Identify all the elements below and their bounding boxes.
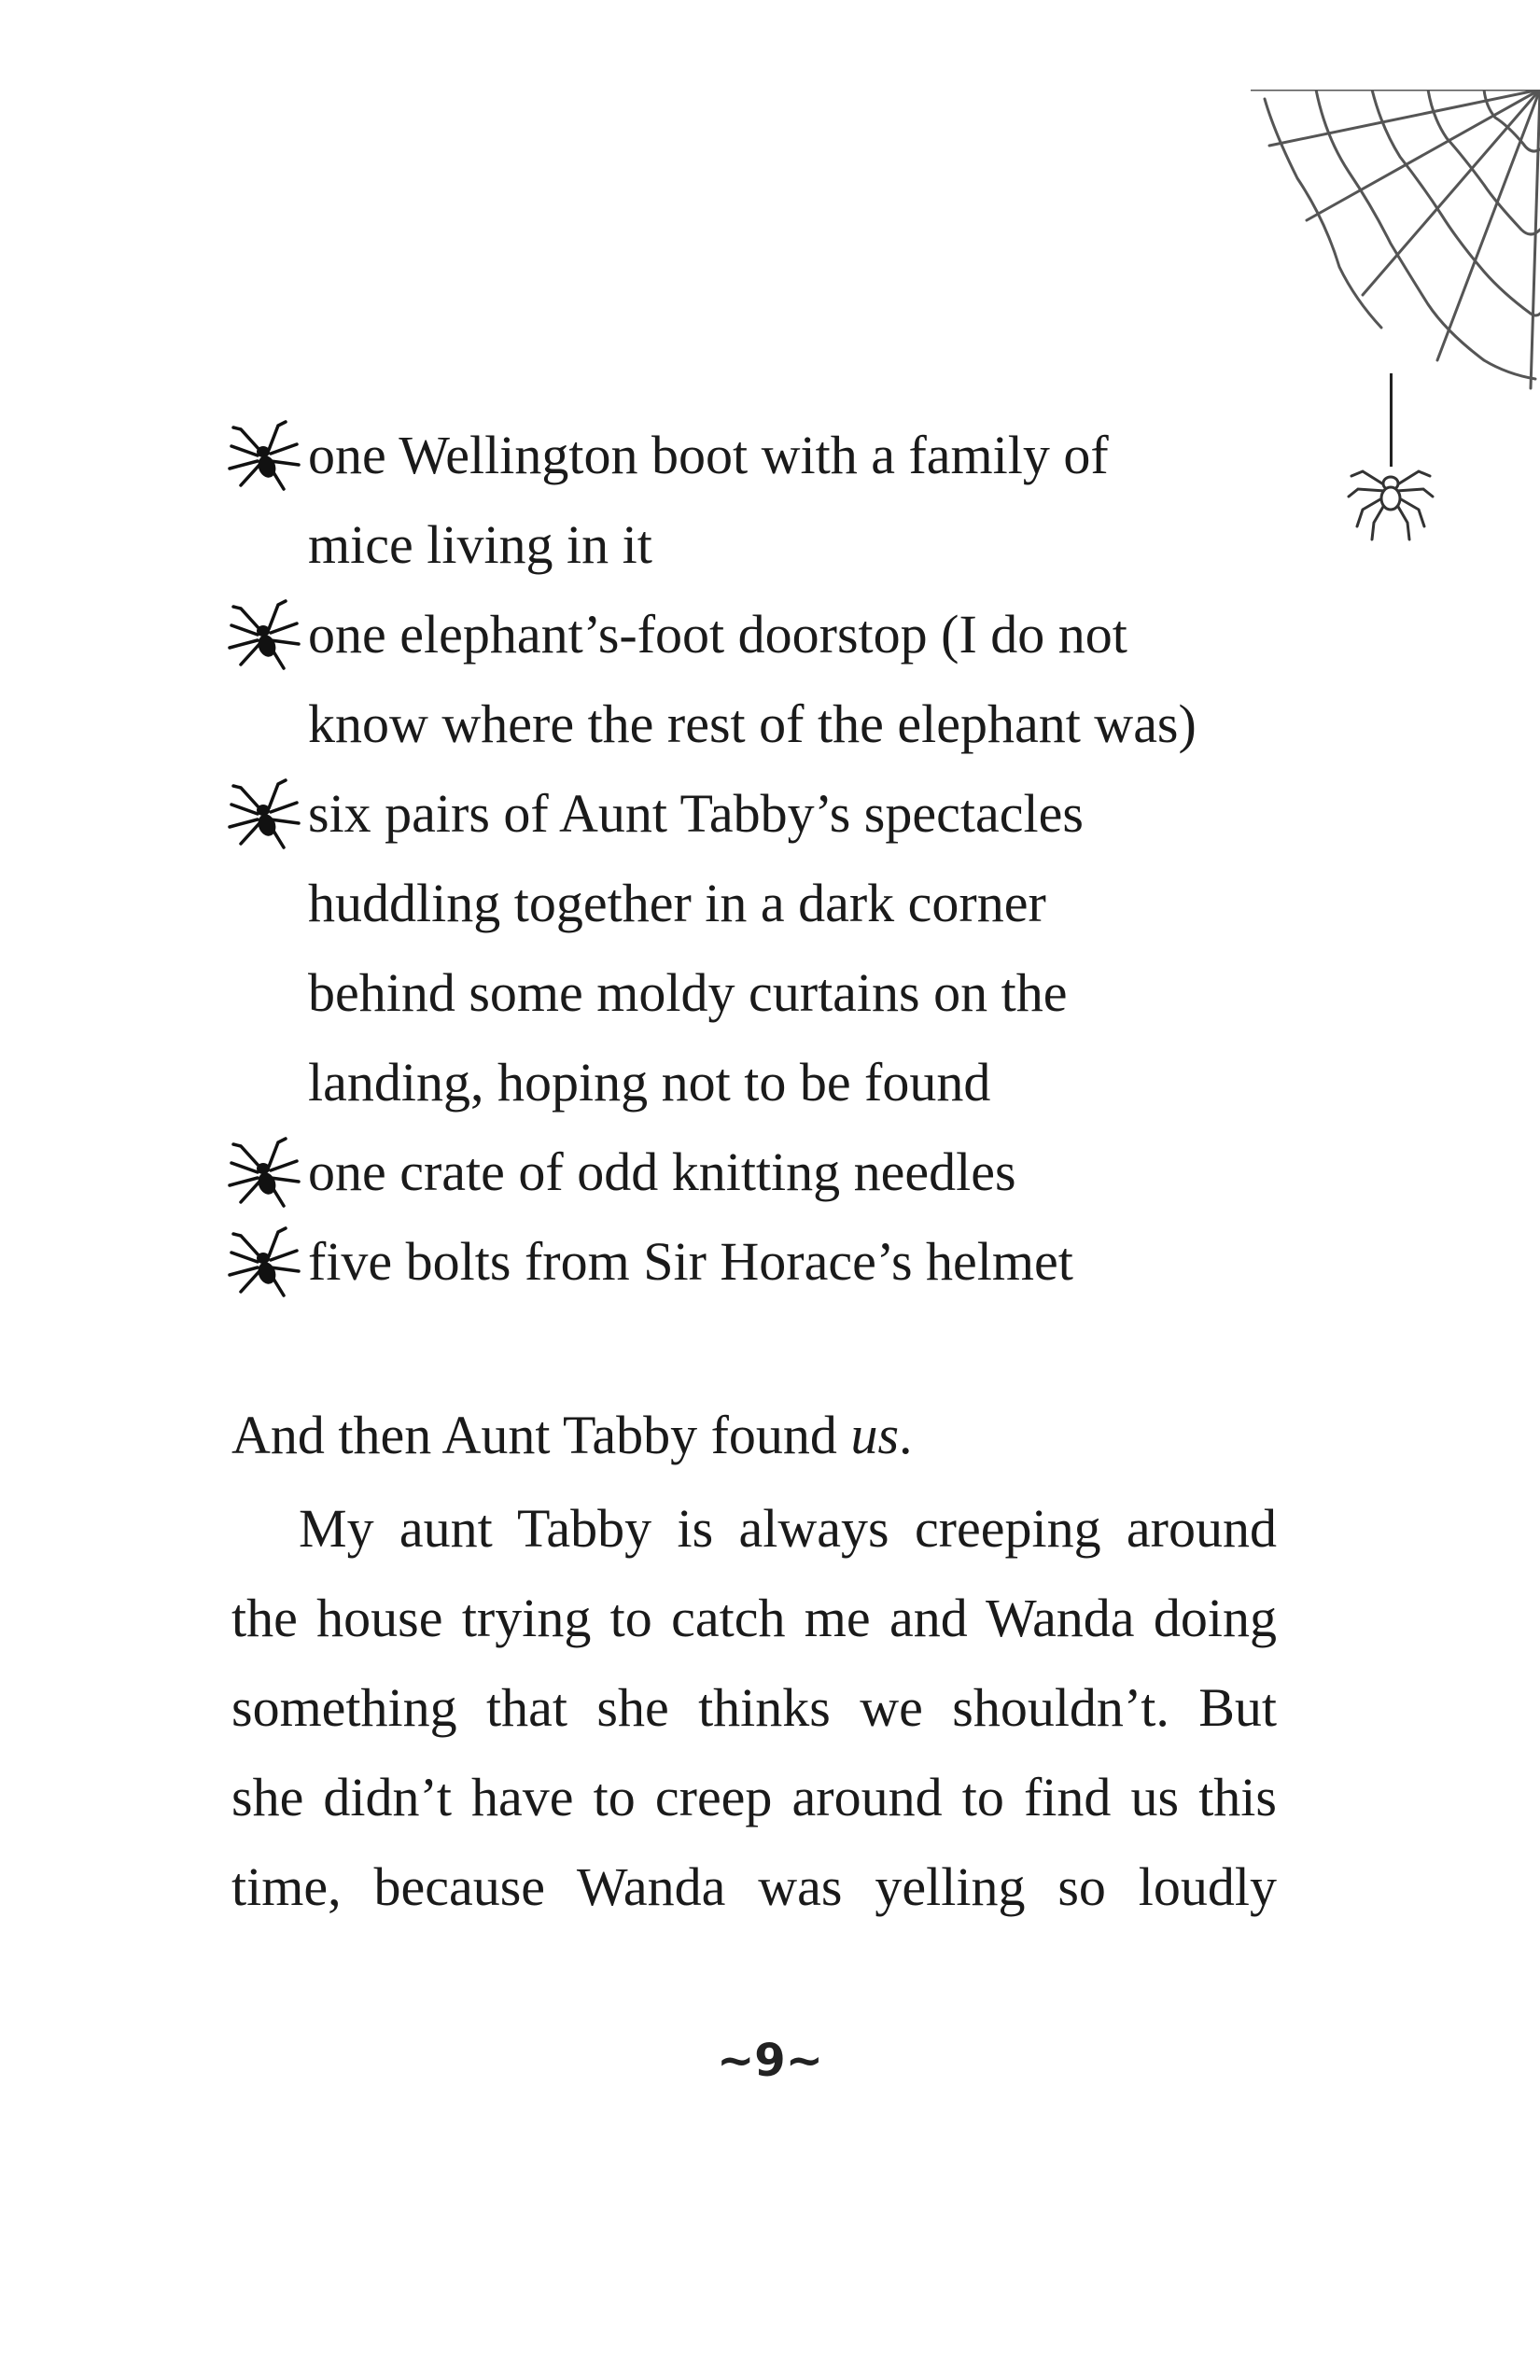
list-item-line: one crate of odd knitting needles xyxy=(308,1141,1016,1202)
paragraph xyxy=(231,1391,1277,1480)
paragraph-line: something that she thinks we shouldn’t. But xyxy=(231,1677,1277,1738)
list-item-line: one Wellington boot with a family of xyxy=(308,425,1109,485)
list-item-line: landing, hoping not to be found xyxy=(308,1052,991,1113)
item-list xyxy=(224,411,1325,1307)
paragraph-line: time, because Wanda was yelling so loudly xyxy=(231,1856,1277,1917)
paragraph-text: And then Aunt Tabby found xyxy=(231,1405,851,1465)
spider-icon xyxy=(224,1223,304,1303)
paragraph-line: she didn’t have to creep around to find us this xyxy=(231,1767,1277,1827)
list-item xyxy=(224,1217,1325,1307)
paragraph-line xyxy=(231,1391,1277,1480)
spider-icon xyxy=(224,416,304,497)
list-item-line: behind some moldy curtains on the xyxy=(308,962,1068,1023)
paragraph-text: . xyxy=(899,1405,913,1465)
list-item-line: huddling together in a dark corner xyxy=(308,873,1046,933)
list-item-line: mice living in it xyxy=(308,514,652,575)
spider-icon xyxy=(1344,448,1437,541)
list-item xyxy=(224,1127,1325,1217)
spider-icon xyxy=(224,775,304,855)
spider-icon xyxy=(224,1133,304,1213)
list-item xyxy=(224,769,1325,1127)
list-item-line: six pairs of Aunt Tabby’s spectacles xyxy=(308,783,1084,844)
paragraph-line: the house trying to catch me and Wanda doing xyxy=(231,1588,1277,1648)
spider-web-icon xyxy=(1251,90,1540,398)
list-item-line: know where the rest of the elephant was) xyxy=(308,693,1197,754)
hanging-spider xyxy=(1344,373,1437,560)
paragraph-line: My aunt Tabby is always creeping around xyxy=(299,1498,1277,1559)
paragraph xyxy=(231,1484,1277,1932)
list-item xyxy=(224,590,1325,769)
list-item xyxy=(224,411,1325,590)
spider-icon xyxy=(224,595,304,676)
emphasis-text: us xyxy=(850,1405,900,1465)
page-number: ~9~ xyxy=(717,2035,823,2087)
list-item-line: five bolts from Sir Horace’s helmet xyxy=(308,1231,1073,1292)
list-item-line: one elephant’s-foot doorstop (I do not xyxy=(308,604,1127,665)
